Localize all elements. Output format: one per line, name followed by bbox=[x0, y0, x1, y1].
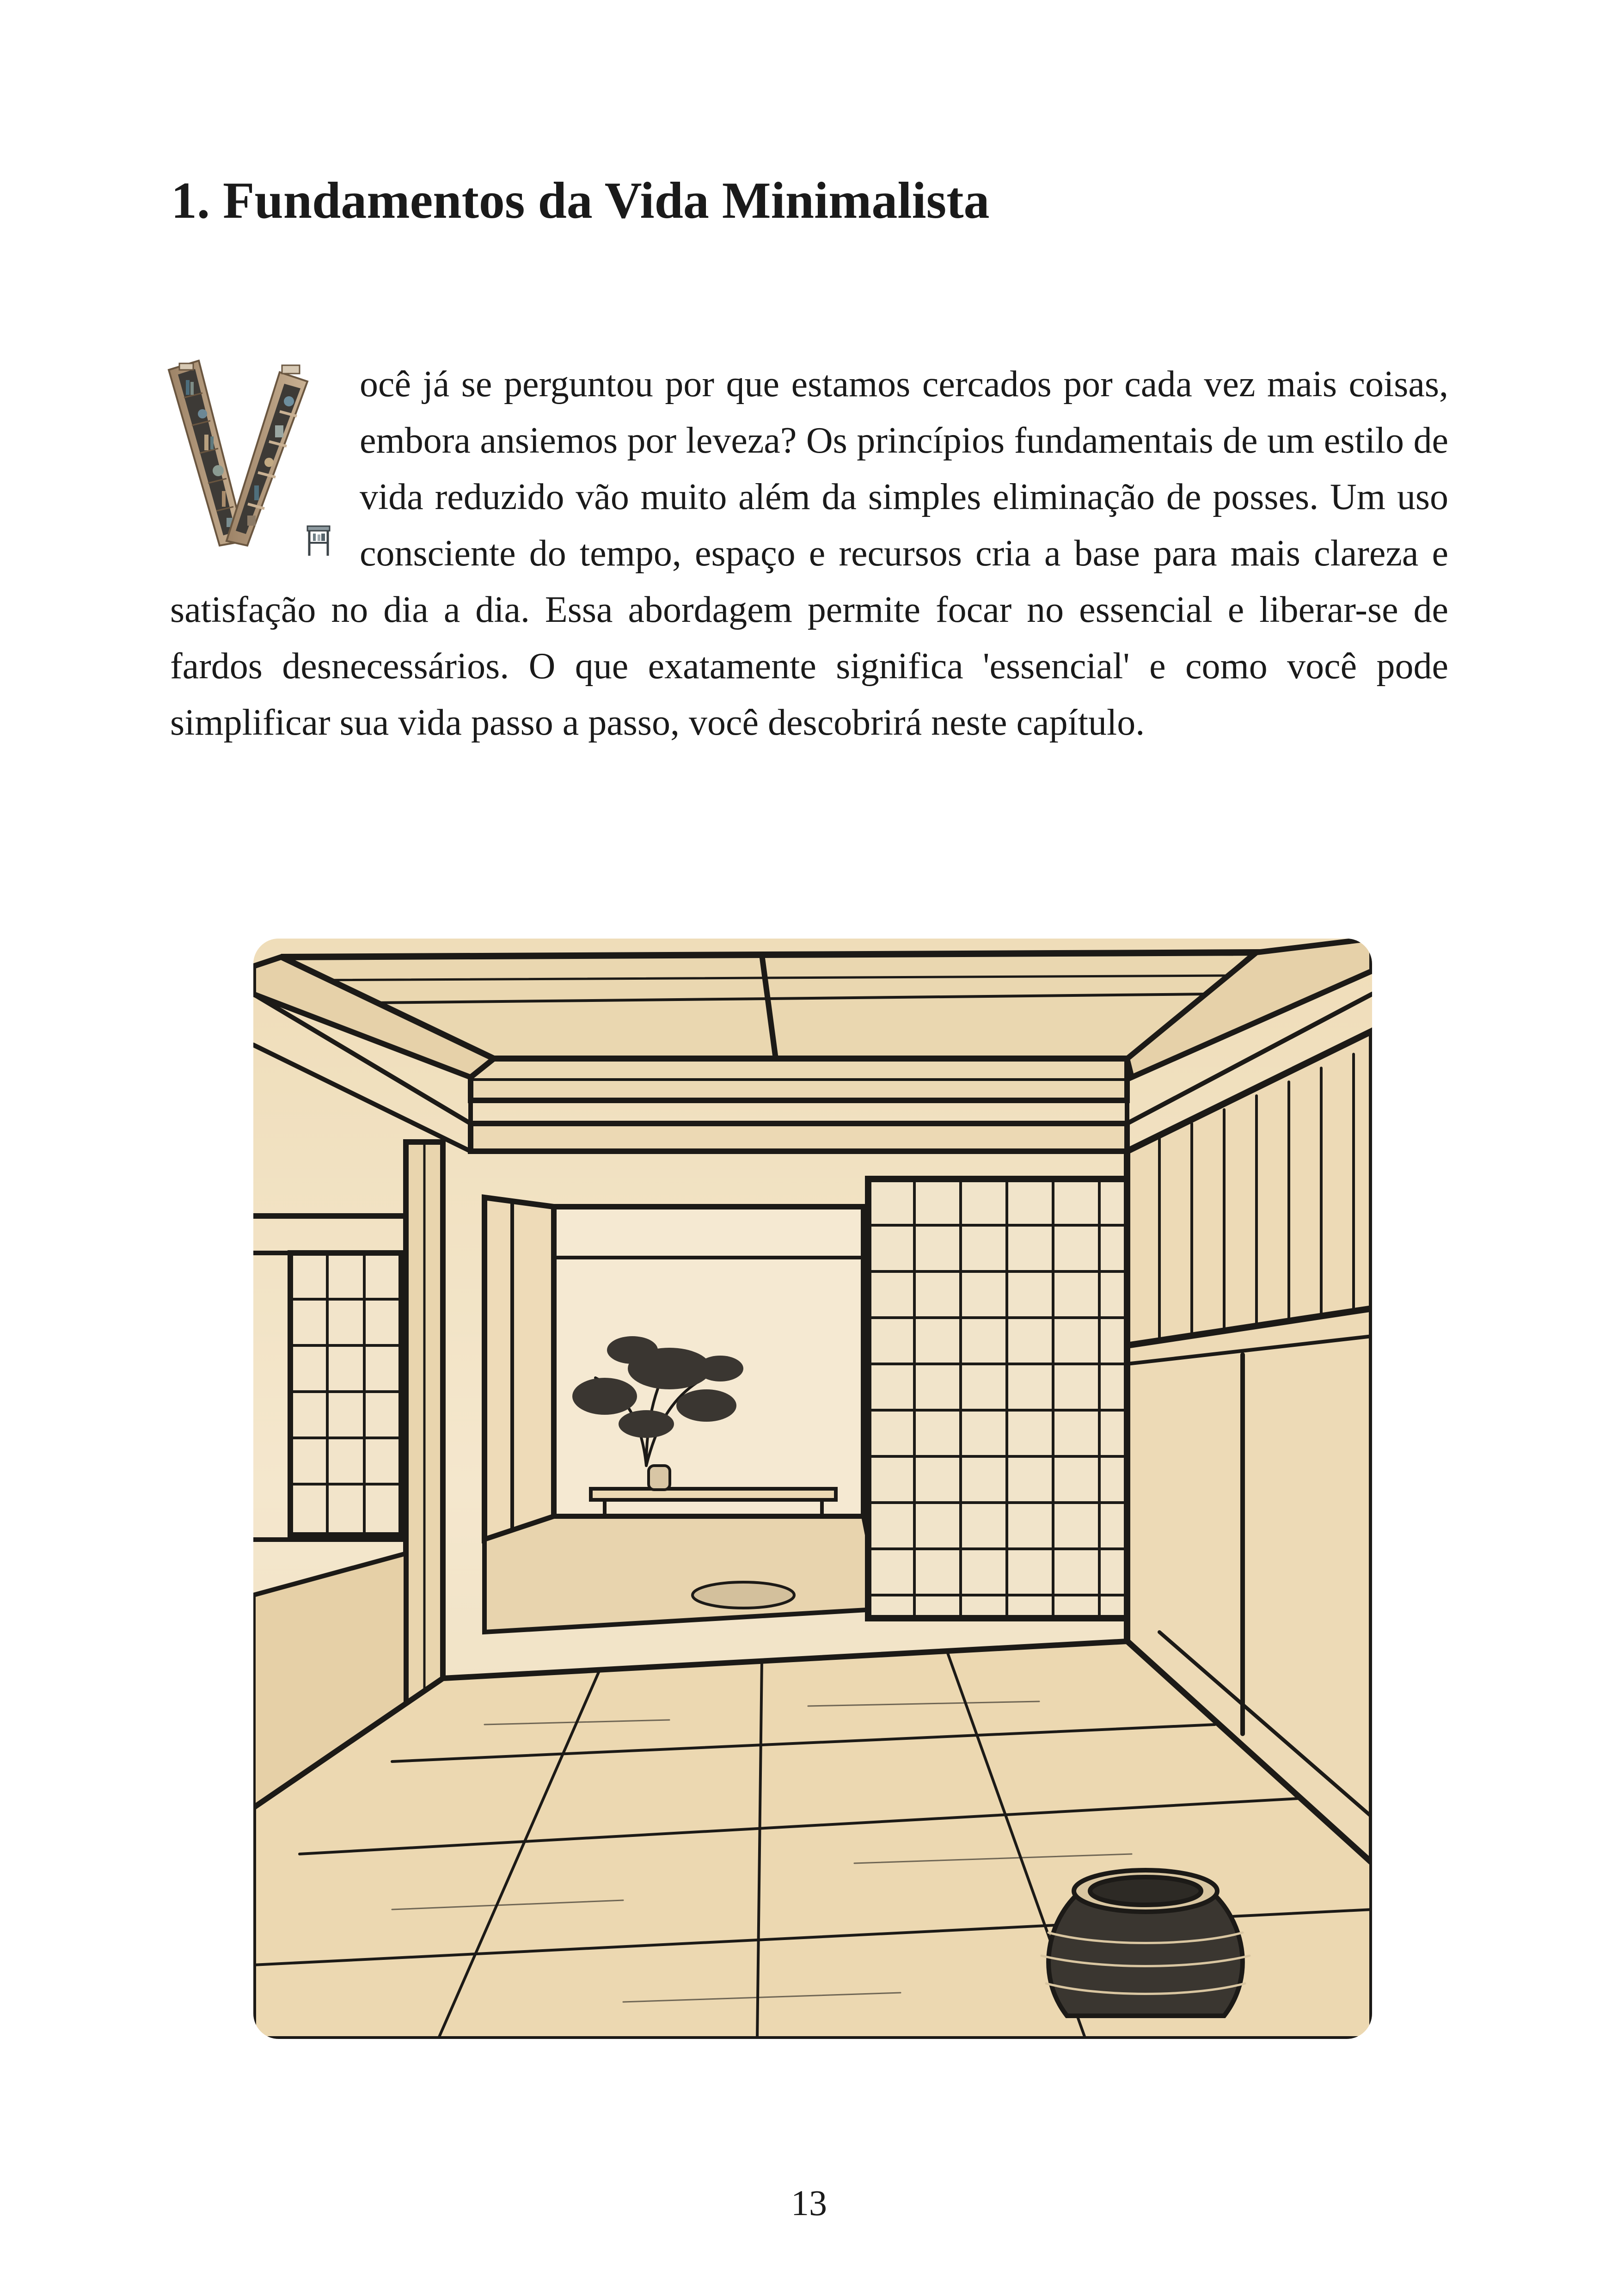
page-number: 13 bbox=[791, 2183, 827, 2223]
japanese-tatami-room-illustration bbox=[253, 939, 1372, 2039]
intro-paragraph: ocê já se perguntou por que estamos cercados por cada vez mais coisas, embora ansiemos por leveza? Os princípios fundamentais de um estilo de vida reduzido vão muito além da simples eliminação de posses. Um uso consciente do tempo, espaço e recursos cria a base para mais clareza e satisfação no dia a dia. Essa abordagem permite focar no essencial e liberar-se de fardos desnecessários. O que exatamente significa 'essencial' e como você pode simplificar sua vida passo a passo, você descobrirá neste capítulo. bbox=[170, 364, 1448, 743]
chapter-title: 1. Fundamentos da Vida Minimalista bbox=[171, 172, 990, 229]
